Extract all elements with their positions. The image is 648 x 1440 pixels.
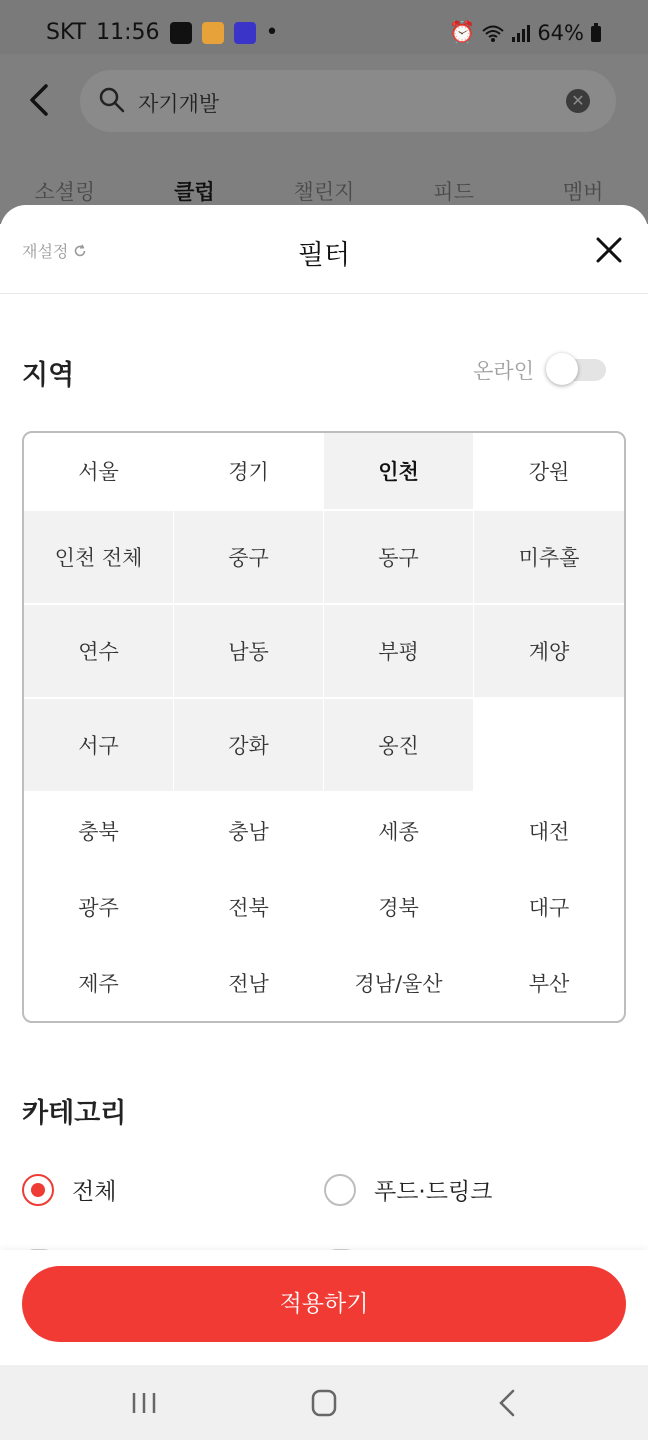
radio-unselected[interactable] [324,1174,356,1206]
clear-search-icon[interactable]: ✕ [566,89,590,113]
subregion-cell[interactable]: 계양 [474,605,624,697]
carrier: SKT [46,20,87,45]
app-notification-icon [170,22,192,44]
battery-level: 64% [537,20,584,45]
filter-sheet [0,205,648,1365]
region-cell[interactable]: 충북 [78,820,119,844]
online-toggle[interactable] [550,359,606,381]
status-right [449,20,602,45]
category-option-all[interactable] [22,1173,116,1206]
category-label: 푸드·드링크 [374,1179,493,1205]
category-title: 카테고리 [22,1098,127,1129]
search-header [0,54,648,224]
region-cell[interactable]: 충남 [228,820,269,844]
region-cell[interactable]: 부산 [528,972,570,996]
tab-feed[interactable]: 피드 [433,180,474,204]
region-cell[interactable]: 경남/울산 [354,972,443,996]
system-nav-bar [0,1365,648,1440]
battery-icon [590,23,602,43]
sheet-title: 필터 [297,240,351,271]
signal-icon [511,23,531,43]
subregion-cell[interactable]: 부평 [324,605,473,697]
toggle-knob [546,353,578,385]
region-cell-seoul[interactable]: 서울 [78,460,119,484]
tab-socialing[interactable]: 소셜링 [34,180,96,204]
tab-bar [0,176,648,206]
more-notifications-icon: • [265,20,279,45]
clock: 11:56 [96,20,160,45]
status-left [46,20,279,45]
region-cell-incheon[interactable]: 인천 [324,433,473,509]
reset-label: 재설정 [22,242,69,261]
back-arrow-icon[interactable] [22,80,62,120]
region-cell-gangwon[interactable]: 강원 [528,460,570,484]
subregion-cell[interactable]: 중구 [174,511,323,603]
tab-challenge[interactable]: 챌린지 [293,180,355,204]
subregion-cell[interactable]: 연수 [24,605,173,697]
subregion-cell[interactable]: 서구 [24,699,173,791]
search-icon [98,86,126,114]
subregion-cell[interactable]: 미추홀 [474,511,624,603]
subregion-cell[interactable]: 남동 [174,605,323,697]
tab-club[interactable]: 클럽 [174,180,215,204]
alarm-icon: ⏰ [449,20,476,44]
region-cell[interactable]: 전남 [228,972,269,996]
region-cell[interactable]: 세종 [378,820,419,844]
search-input[interactable]: 자기개발 [138,92,220,116]
burger-app-icon [202,22,224,44]
close-icon[interactable] [594,235,624,265]
status-bar [0,0,648,54]
online-label: 온라인 [473,359,534,383]
wifi-icon [481,23,505,43]
region-title: 지역 [22,360,75,391]
region-cell-gyeonggi[interactable]: 경기 [228,460,269,484]
region-grid [22,431,626,1023]
region-cell[interactable]: 대구 [528,896,570,920]
back-icon[interactable] [488,1387,528,1419]
subregion-cell[interactable]: 옹진 [324,699,473,791]
subregion-cell[interactable]: 강화 [174,699,323,791]
online-filter [473,355,606,385]
home-icon[interactable] [304,1387,344,1419]
recent-apps-icon[interactable] [124,1387,164,1419]
radio-selected[interactable] [22,1174,54,1206]
region-cell[interactable]: 대전 [528,820,570,844]
region-cell[interactable]: 광주 [78,896,119,920]
category-option-food-drink[interactable] [324,1173,492,1206]
tab-member[interactable]: 멤버 [562,180,604,204]
search-bar[interactable] [80,70,616,132]
subregion-cell[interactable]: 동구 [324,511,473,603]
sheet-header [0,205,648,294]
apply-bar [0,1250,648,1365]
category-label: 전체 [72,1179,117,1205]
region-cell[interactable]: 제주 [78,972,119,996]
subregion-cell[interactable]: 인천 전체 [24,511,173,603]
apply-button[interactable]: 적용하기 [22,1266,626,1342]
region-cell[interactable]: 경북 [378,896,419,920]
region-cell[interactable]: 전북 [228,896,269,920]
barcode-app-icon [234,22,256,44]
